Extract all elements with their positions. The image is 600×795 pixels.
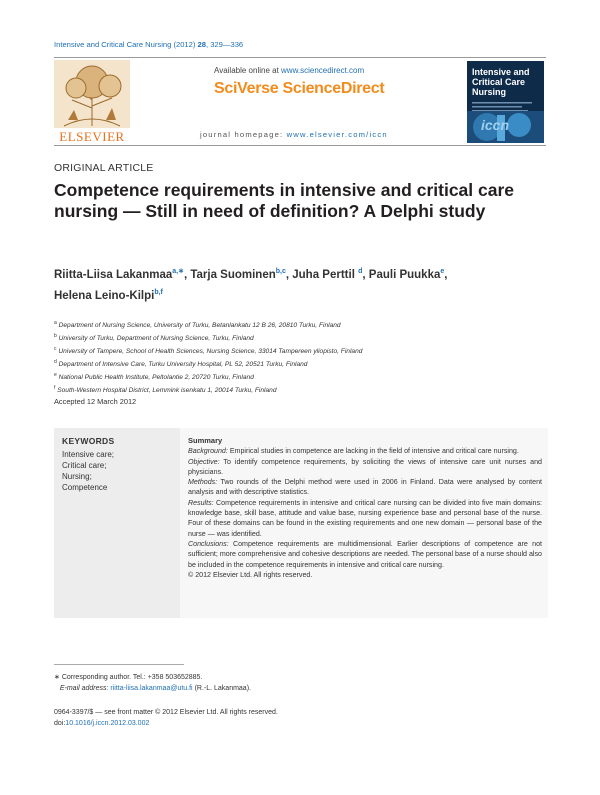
summary-results: Results: Competence requirements in intensive and critical care nursing can be divided into five main domains: knowledge base, skill base, attitude and value base, nursing experience base and personal base of the nurse. Four of these domains can be found in the existing requirements and one new domain — personal base of the nurse — was identified. bbox=[188, 498, 542, 538]
email-line: E-mail address: riitta-liisa.lakanmaa@utu.fi (R.-L. Lakanmaa). bbox=[59, 685, 251, 692]
abstract bbox=[188, 436, 542, 580]
affiliation-list bbox=[54, 318, 554, 396]
publisher-logo-text: ELSEVIER bbox=[59, 129, 125, 144]
summary-heading: Summary bbox=[188, 436, 223, 445]
keyword[interactable]: Competence bbox=[62, 483, 108, 492]
affiliation: $^a$ Department of Nursing Science, University of Turku, Betanlankatu 12 B 26, 20810 Turku, Finland bbox=[54, 320, 341, 329]
affiliation: $^b$ University of Turku, Department of Nursing Science, Turku, Finland bbox=[54, 333, 254, 342]
cover-title: Intensive and Critical Care Nursing bbox=[472, 67, 530, 97]
article-title: Competence requirements in intensive and critical care nursing — Still in need of definition? A Delphi study bbox=[54, 180, 515, 221]
keyword[interactable]: Nursing; bbox=[62, 472, 92, 481]
author[interactable]: Juha Perttil $^d$ bbox=[292, 268, 363, 281]
summary-background: Background: Empirical studies in competence are lacking in the field of intensive and critical care nursing. bbox=[188, 447, 519, 456]
keywords-heading: KEYWORDS bbox=[62, 436, 115, 446]
journal-homepage bbox=[200, 130, 388, 139]
journal-citation[interactable] bbox=[54, 40, 243, 49]
author[interactable]: Tarja Suominen$^{b,c}$ bbox=[190, 268, 286, 281]
masthead-top-rule bbox=[54, 57, 546, 58]
sciencedirect-link[interactable]: www.sciencedirect.com bbox=[281, 66, 365, 75]
footnote-rule bbox=[54, 664, 184, 665]
doi-link[interactable]: 10.1016/j.iccn.2012.03.002 bbox=[65, 720, 150, 727]
doi-line: doi:10.1016/j.iccn.2012.03.002 bbox=[54, 720, 150, 727]
keyword[interactable]: Intensive care; bbox=[62, 450, 115, 459]
issn-line: 0964-3397/$ — see front matter © 2012 Elsevier Ltd. All rights reserved. bbox=[54, 709, 278, 716]
corresponding-author: ∗ Corresponding author. Tel.: +358 503652885. bbox=[54, 674, 203, 681]
email-link[interactable]: riitta-liisa.lakanmaa@utu.fi bbox=[110, 685, 193, 692]
homepage-link[interactable]: www.elsevier.com/iccn bbox=[286, 130, 388, 139]
front-matter bbox=[54, 707, 278, 729]
affiliation: $^d$ Department of Intensive Care, Turku University Hospital, PL 52, 20521 Turku, Finland bbox=[54, 359, 308, 368]
affiliation: $^e$ National Public Health Institute, Peltolantie 2, 20720 Turku, Finland bbox=[54, 372, 254, 381]
journal-volume: 28 bbox=[197, 40, 206, 49]
keyword[interactable]: Critical care; bbox=[62, 461, 107, 470]
summary-objective: Objective: To identify competence requirements, by soliciting the views of intensive care unit nurses and physicians. bbox=[188, 457, 542, 476]
summary-methods: Methods: Two rounds of the Delphi method were used in 2006 in Finland. Data were analysed by content analysis and with descriptive statistics. bbox=[188, 478, 542, 497]
accepted-date: Accepted 12 March 2012 bbox=[54, 397, 137, 406]
author-list: Riitta-Liisa Lakanmaa$^{a,∗}$, Tarja Suominen$^{b,c}$, Juha Perttil $^d$, Pauli Puukka$^e$, Helena Leino-Kilpi$^{b,f}$ bbox=[54, 268, 448, 302]
summary-copyright: © 2012 Elsevier Ltd. All rights reserved. bbox=[188, 570, 313, 579]
available-online bbox=[214, 66, 364, 75]
journal-name: Intensive and Critical Care Nursing (2012) bbox=[54, 40, 196, 49]
summary-conclusions: Conclusions: Competence requirements are multidimensional. Earlier descriptions of competence are not sufficient; more comprehensive and cohesive descriptions are needed. The personal base of a nurse should also be included in the competence requirements in intensive and critical care nursing. bbox=[188, 539, 542, 569]
masthead-bottom-rule bbox=[54, 145, 546, 146]
journal-cover[interactable] bbox=[467, 61, 544, 143]
cover-logo-text: iccn bbox=[481, 117, 510, 133]
available-prefix: Available online at bbox=[214, 66, 282, 75]
elsevier-tree-logo-icon bbox=[54, 60, 130, 128]
author[interactable]: Pauli Puukka$^e$ bbox=[368, 268, 445, 281]
homepage-prefix: journal homepage: bbox=[200, 130, 287, 139]
affiliation: $^c$ University of Tampere, School of Health Sciences, Nursing Science, 33014 Tampereen yliopisto, Finland bbox=[54, 346, 363, 355]
author[interactable]: Riitta-Liisa Lakanmaa$^{a,∗}$ bbox=[54, 268, 184, 281]
article-type: ORIGINAL ARTICLE bbox=[54, 162, 154, 174]
keyword-list bbox=[62, 449, 114, 493]
journal-pages: , 329—336 bbox=[205, 40, 244, 49]
affiliation: $^f$ South-Western Hospital District, Lemmink isenkatu 1, 20014 Turku, Finland bbox=[54, 385, 277, 394]
sciverse-logo[interactable]: SciVerse ScienceDirect bbox=[214, 80, 385, 97]
footnote bbox=[54, 672, 554, 694]
author[interactable]: Helena Leino-Kilpi$^{b,f}$ bbox=[54, 289, 163, 302]
